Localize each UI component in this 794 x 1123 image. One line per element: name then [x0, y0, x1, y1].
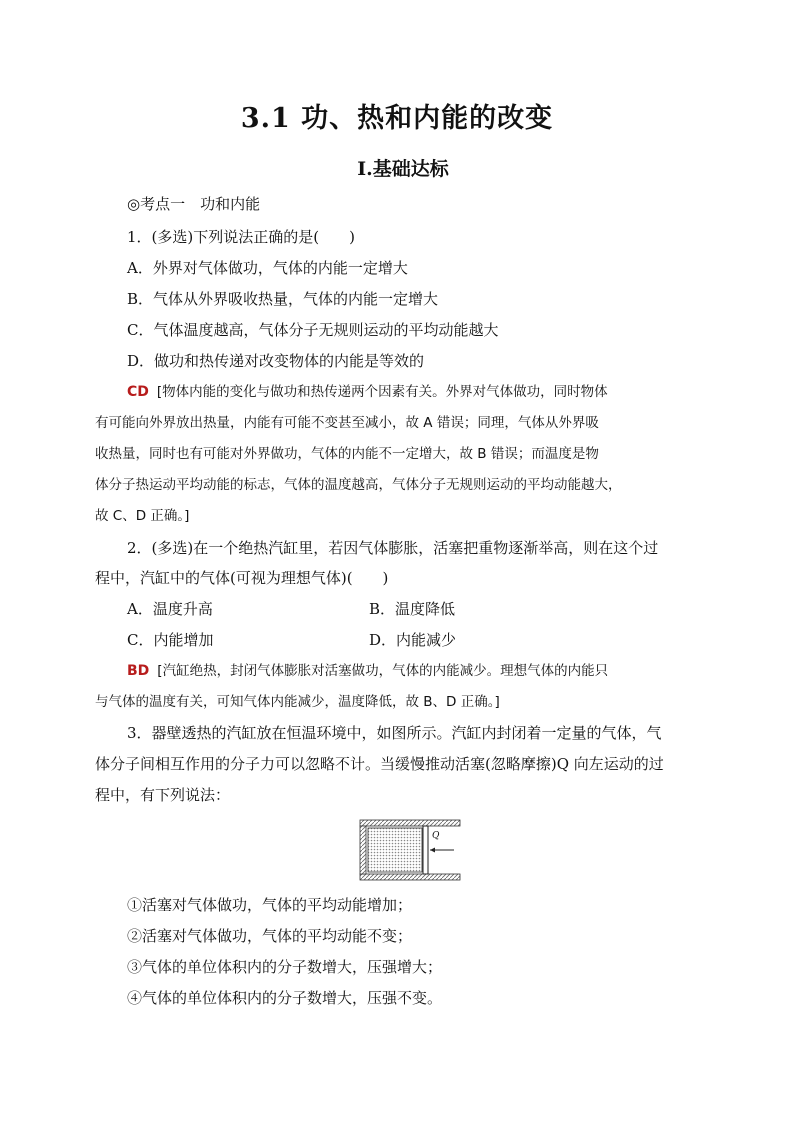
q3-statement-3: ③气体的单位体积内的分子数增大，压强增大；: [127, 958, 443, 976]
q1-explanation-line: 收热量，同时也有可能对外界做功，气体的内能不一定增大，故 B 错误；而温度是物: [95, 446, 599, 462]
q2-stem: 2．(多选)在一个绝热汽缸里，若因气体膨胀，活塞把重物逐渐举高，则在这个过: [127, 539, 659, 557]
q1-explanation-line: 体分子热运动平均动能的标志，气体的温度越高，气体分子无规则运动的平均动能越大，: [95, 477, 622, 493]
q2-option-d: D．内能减少: [369, 631, 457, 649]
q2-option-a: A．温度升高: [127, 600, 213, 618]
cylinder-top-wall: [360, 820, 460, 826]
q3-stem: 程中，有下列说法：: [95, 786, 231, 804]
q3-stem: 3．器壁透热的汽缸放在恒温环境中，如图所示。汽缸内封闭着一定量的气体，气: [127, 724, 662, 742]
q2-explanation-line: BD [汽缸绝热，封闭气体膨胀对活塞做功，气体的内能减少。理想气体的内能只: [127, 663, 609, 679]
q1-stem: 1．(多选)下列说法正确的是( ): [127, 228, 355, 246]
q1-explanation-line: CD [物体内能的变化与做功和热传递两个因素有关。外界对气体做功，同时物体: [127, 384, 608, 400]
q1-explanation-line: 故 C、D 正确。]: [95, 508, 190, 524]
piston: [423, 826, 428, 874]
piston-label: Q: [432, 831, 440, 841]
section-heading: Ⅰ.基础达标: [357, 158, 449, 180]
q1-answer-key: CD: [127, 384, 149, 400]
cylinder-piston-diagram: [358, 818, 462, 882]
q2-option-b: B．温度降低: [369, 600, 456, 618]
q2-answer-key: BD: [127, 663, 150, 679]
q1-option-b: B．气体从外界吸收热量，气体的内能一定增大: [127, 290, 439, 308]
q1-option-a: A．外界对气体做功，气体的内能一定增大: [127, 259, 408, 277]
cylinder-left-wall: [360, 826, 366, 874]
push-arrow-head: [430, 848, 435, 853]
gas-region: [368, 828, 422, 872]
q3-statement-1: ①活塞对气体做功，气体的平均动能增加；: [127, 896, 413, 914]
q2-stem: 程中，汽缸中的气体(可视为理想气体)( ): [95, 569, 389, 587]
q2-option-c: C．内能增加: [127, 631, 214, 649]
q3-stem: 体分子间相互作用的分子力可以忽略不计。当缓慢推动活塞(忽略摩擦)Q 向左运动的过: [95, 755, 664, 773]
q1-option-d: D．做功和热传递对改变物体的内能是等效的: [127, 352, 425, 370]
cylinder-bottom-wall: [360, 874, 460, 880]
q2-explanation-line: 与气体的温度有关，可知气体内能减少，温度降低，故 B、D 正确。]: [95, 694, 500, 710]
q3-statement-4: ④气体的单位体积内的分子数增大，压强不变。: [127, 989, 443, 1007]
q1-explanation-line: 有可能向外界放出热量，内能有可能不变甚至减小，故 A 错误；同理，气体从外界吸: [95, 415, 599, 431]
q3-statement-2: ②活塞对气体做功，气体的平均动能不变；: [127, 927, 413, 945]
q1-option-c: C．气体温度越高，气体分子无规则运动的平均动能越大: [127, 321, 499, 339]
page-title: 3.1 功、热和内能的改变: [240, 103, 554, 134]
topic-heading: ◎考点一 功和内能: [127, 195, 261, 213]
